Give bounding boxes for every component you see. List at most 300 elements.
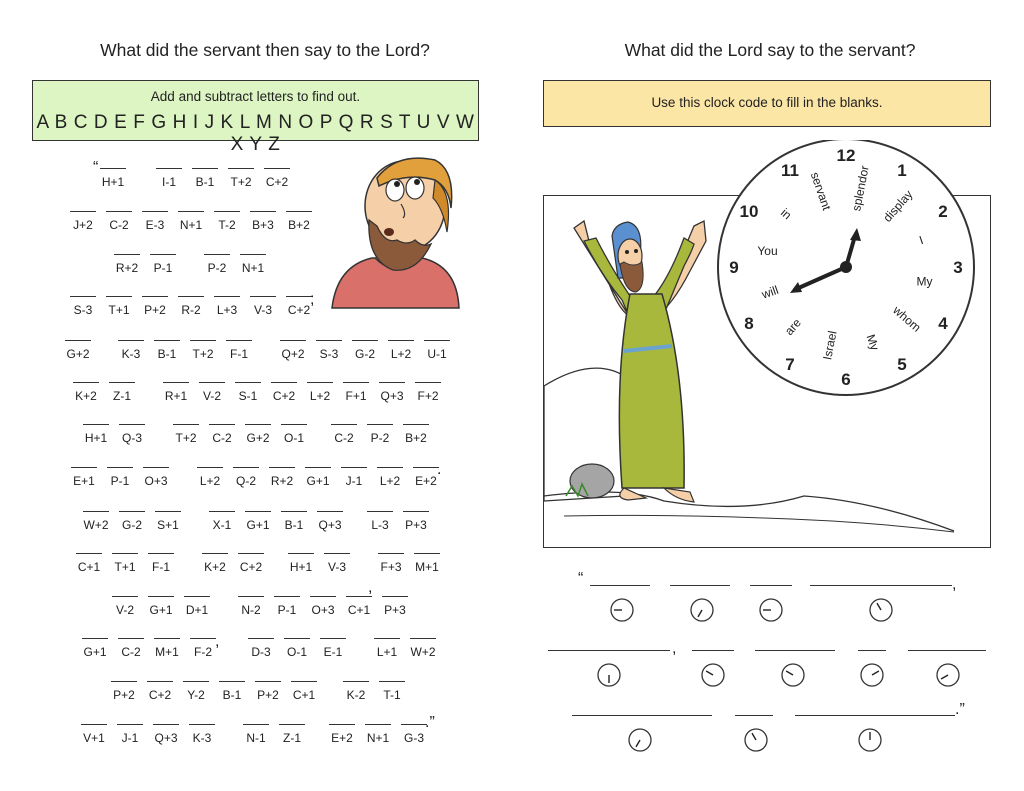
answer-blank-line[interactable] [795,715,955,716]
cipher-code: L+3 [216,303,238,317]
clock-word: splendor [849,164,872,213]
answer-blank[interactable] [118,638,144,639]
answer-blank[interactable] [331,424,357,425]
cipher-code: V-2 [202,389,221,403]
cipher-code: J-1 [121,731,139,745]
cipher-code: P+2 [113,688,135,702]
cipher-code: P-1 [277,603,297,617]
cipher-cell [413,382,443,403]
cipher-cell [386,340,416,361]
cipher-code: F+2 [417,389,439,403]
answer-blank[interactable] [235,382,261,383]
cipher-cell [217,681,247,702]
answer-blank[interactable] [367,511,393,512]
cipher-cell [161,382,191,403]
answer-blank[interactable] [240,254,266,255]
clock-word: servant [807,170,834,213]
cipher-cell [63,340,93,361]
cipher-cell [269,382,299,403]
answer-blank[interactable] [271,382,297,383]
cipher-code: P+3 [384,603,406,617]
answer-blank[interactable] [269,467,295,468]
cipher-code: C-2 [334,431,354,445]
clock-number: 1 [897,161,907,180]
answer-blank[interactable] [114,254,140,255]
cipher-cell [171,424,201,445]
cipher-cell [279,424,309,445]
cipher-code: B-1 [157,347,177,361]
answer-blank[interactable] [142,211,168,212]
answer-blank[interactable] [378,553,404,554]
answer-blank[interactable] [70,211,96,212]
cipher-cell [284,296,314,317]
answer-blank-line[interactable] [692,650,734,651]
cipher-cell [267,467,297,488]
cipher-code: C+2 [265,175,289,189]
answer-blank[interactable] [147,681,173,682]
clock-number: 5 [897,355,907,374]
answer-blank[interactable] [100,168,126,169]
answer-open-quote: “ [578,570,584,587]
answer-blank[interactable] [119,424,145,425]
answer-blank[interactable] [374,638,400,639]
cipher-code: L+2 [199,474,221,488]
answer-blank[interactable] [377,467,403,468]
cipher-code: P-1 [153,261,173,275]
answer-blank[interactable] [316,340,342,341]
answer-blank-line[interactable] [755,650,835,651]
cipher-cell [344,596,374,617]
answer-blank[interactable] [346,596,372,597]
cipher-cell [422,340,452,361]
answer-blank[interactable] [73,382,99,383]
answer-blank-line[interactable] [858,650,886,651]
period-mark: . [437,461,442,478]
cipher-cell [315,511,345,532]
clock-code-box [543,80,991,127]
answer-blank[interactable] [143,467,169,468]
cipher-code: N-2 [241,603,261,617]
answer-blank[interactable] [329,724,355,725]
clock-word: My [863,332,883,353]
clock-number: 4 [938,314,948,333]
cipher-cell [401,424,431,445]
answer-blank[interactable] [83,511,109,512]
comma-mark-2: , [215,633,220,650]
cipher-cell [241,724,271,745]
answer-blank[interactable] [233,467,259,468]
cipher-cell [110,596,140,617]
answer-blank[interactable] [156,168,182,169]
cipher-cell [322,553,352,574]
answer-blank[interactable] [324,553,350,554]
mini-clock-icon [700,662,726,688]
answer-blank[interactable] [112,553,138,554]
answer-blank[interactable] [82,638,108,639]
cipher-cell [116,340,146,361]
cipher-code: C+1 [77,560,101,574]
cipher-cell [286,553,316,574]
cipher-cell [365,424,395,445]
cipher-code: B+2 [405,431,427,445]
answer-blank[interactable] [248,638,274,639]
cipher-code: P+2 [144,303,166,317]
cipher-cell [140,211,170,232]
answer-blank[interactable] [264,168,290,169]
answer-blank[interactable] [106,211,132,212]
answer-blank[interactable] [190,638,216,639]
answer-blank[interactable] [238,553,264,554]
clock-word: You [757,243,778,258]
answer-blank[interactable] [379,681,405,682]
answer-blank[interactable] [155,511,181,512]
clock-word: in [778,205,795,223]
answer-blank[interactable] [199,382,225,383]
answer-blank[interactable] [382,596,408,597]
cipher-cell [314,340,344,361]
answer-blank[interactable] [148,596,174,597]
answer-blank[interactable] [280,340,306,341]
cipher-code: W+2 [83,518,109,532]
cipher-code: C-2 [109,218,129,232]
cipher-code: G-2 [121,518,142,532]
answer-blank[interactable] [119,511,145,512]
answer-blank[interactable] [173,424,199,425]
answer-blank[interactable] [388,340,414,341]
cipher-code: B-1 [222,688,242,702]
answer-blank[interactable] [367,424,393,425]
answer-blank[interactable] [286,211,312,212]
cipher-code: Q+2 [281,347,305,361]
answer-blank[interactable] [255,681,281,682]
cipher-code: W+2 [410,645,436,659]
clock-code [712,140,982,405]
cipher-code: J-1 [345,474,363,488]
cipher-cell [238,254,268,275]
cipher-cell [277,724,307,745]
cipher-code: C+2 [148,688,172,702]
cipher-code: O-1 [286,645,307,659]
answer-blank[interactable] [163,382,189,383]
answer-blank[interactable] [343,382,369,383]
cipher-cell [380,596,410,617]
cipher-code: F-1 [152,560,170,574]
answer-blank[interactable] [341,467,367,468]
answer-blank[interactable] [76,553,102,554]
cipher-code: D-3 [251,645,271,659]
cipher-cell [279,511,309,532]
cipher-cell [236,596,266,617]
answer-blank[interactable] [274,596,300,597]
answer-blank[interactable] [112,596,138,597]
cipher-code: K-2 [346,688,366,702]
cipher-code: E+2 [331,731,353,745]
answer-blank[interactable] [403,511,429,512]
answer-blank[interactable] [148,553,174,554]
cipher-cell [262,168,292,189]
cipher-cell [318,638,348,659]
answer-blank[interactable] [214,211,240,212]
cipher-cell [181,681,211,702]
cipher-code: S-1 [238,389,258,403]
answer-blank[interactable] [291,681,317,682]
right-page-title: What did the Lord say to the servant? [624,40,916,60]
answer-blank[interactable] [202,553,228,554]
answer-comma-2: , [672,640,677,657]
answer-blank[interactable] [414,553,440,554]
answer-blank[interactable] [184,596,210,597]
cipher-code: O+3 [311,603,335,617]
answer-blank[interactable] [219,681,245,682]
answer-blank[interactable] [106,296,132,297]
cipher-cell [140,296,170,317]
clock-number: 8 [744,314,754,333]
answer-blank[interactable] [142,296,168,297]
cipher-cell [224,340,254,361]
close-quote-mark: .” [425,714,435,731]
cipher-code: O+3 [144,474,168,488]
answer-blank[interactable] [197,467,223,468]
cipher-code: C+1 [347,603,371,617]
cipher-code: Y-2 [187,688,205,702]
cipher-code: Q+3 [380,389,404,403]
cipher-code: G-2 [354,347,375,361]
answer-blank[interactable] [401,724,427,725]
answer-blank[interactable] [284,638,310,639]
answer-blank-line[interactable] [670,585,730,586]
cipher-cell [116,638,146,659]
answer-blank[interactable] [286,296,312,297]
clock-word: display [880,187,916,225]
answer-blank[interactable] [320,638,346,639]
cipher-cell [401,511,431,532]
answer-blank[interactable] [424,340,450,341]
cipher-code: Z-1 [283,731,301,745]
cipher-code: C+2 [272,389,296,403]
cipher-cell [146,553,176,574]
cipher-code: P-1 [110,474,130,488]
answer-blank[interactable] [189,724,215,725]
mini-clock-icon [859,662,885,688]
mini-clock-icon [627,727,653,753]
cipher-cell [81,511,111,532]
cipher-code: R-2 [181,303,201,317]
cipher-cell [341,382,371,403]
cipher-cell [79,724,109,745]
cipher-code: B-1 [195,175,215,189]
cipher-code: L+2 [309,389,331,403]
answer-blank[interactable] [70,296,96,297]
cipher-cell [243,424,273,445]
answer-blank[interactable] [111,681,137,682]
cipher-cell [151,724,181,745]
cipher-code: P-2 [370,431,390,445]
cipher-code: V-2 [115,603,134,617]
cipher-cell [305,382,335,403]
cipher-cell [243,511,273,532]
cipher-cell [363,724,393,745]
answer-blank[interactable] [245,511,271,512]
answer-blank-line[interactable] [735,715,773,716]
cipher-cell [71,382,101,403]
cipher-code: S-3 [319,347,339,361]
answer-blank[interactable] [307,382,333,383]
cipher-cell [154,168,184,189]
cipher-code: G+1 [83,645,107,659]
cipher-code: T-1 [383,688,401,702]
answer-blank[interactable] [413,467,439,468]
answer-blank[interactable] [65,340,91,341]
cipher-code: S-3 [73,303,93,317]
answer-blank[interactable] [190,340,216,341]
answer-blank[interactable] [109,382,135,383]
cipher-cell [176,296,206,317]
answer-blank[interactable] [379,382,405,383]
answer-blank[interactable] [343,681,369,682]
answer-blank[interactable] [250,296,276,297]
cipher-cell [98,168,128,189]
cipher-cell [365,511,395,532]
answer-blank-line[interactable] [810,585,952,586]
answer-blank[interactable] [81,724,107,725]
cipher-cell [399,724,429,745]
cipher-cell [272,596,302,617]
answer-blank[interactable] [154,340,180,341]
cipher-code: H+1 [289,560,313,574]
cipher-code: K+2 [204,560,226,574]
cipher-cell [104,296,134,317]
answer-blank[interactable] [305,467,331,468]
cipher-cell [176,211,206,232]
answer-blank[interactable] [279,724,305,725]
cipher-cell [236,553,266,574]
cipher-code: F-2 [194,645,212,659]
cipher-cell [289,681,319,702]
answer-blank[interactable] [71,467,97,468]
answer-close-quote: .” [955,701,965,718]
clock-number: 6 [841,370,851,389]
answer-blank[interactable] [243,724,269,725]
cipher-cell [68,211,98,232]
cipher-cell [110,553,140,574]
cipher-code: C-2 [121,645,141,659]
cipher-cell [408,638,438,659]
cipher-code: N+1 [241,261,265,275]
cipher-code: T+1 [114,560,136,574]
cipher-cell [80,638,110,659]
cipher-code: C+2 [239,560,263,574]
cipher-code: R+1 [164,389,188,403]
cipher-code: T+2 [230,175,252,189]
answer-blank[interactable] [226,340,252,341]
cipher-code: G+2 [246,431,270,445]
cipher-cell [69,467,99,488]
cipher-code: G+1 [246,518,270,532]
cipher-cell [233,382,263,403]
mini-clock-icon [758,597,784,623]
answer-blank[interactable] [403,424,429,425]
answer-blank[interactable] [107,467,133,468]
answer-blank[interactable] [415,382,441,383]
cipher-code: V-3 [253,303,272,317]
cipher-code: S+1 [157,518,179,532]
clock-word: I [917,233,926,248]
clock-number: 9 [729,258,739,277]
cipher-cell [377,382,407,403]
mini-clock-icon [868,597,894,623]
answer-blank[interactable] [192,168,218,169]
answer-blank[interactable] [209,511,235,512]
answer-blank[interactable] [365,724,391,725]
clock-number: 10 [739,202,759,221]
mini-clock-icon [743,727,769,753]
cipher-cell [105,467,135,488]
clock-number: 2 [938,202,948,221]
cipher-code: L+1 [376,645,398,659]
cipher-code: G+1 [306,474,330,488]
cipher-code: B+2 [288,218,310,232]
cipher-code: M+1 [415,560,439,574]
clock-number: 7 [785,355,795,374]
answer-blank[interactable] [153,724,179,725]
answer-blank[interactable] [281,424,307,425]
cipher-code: Q+3 [154,731,178,745]
answer-blank-line[interactable] [548,650,670,651]
answer-blank[interactable] [150,254,176,255]
cipher-cell [202,254,232,275]
answer-blank[interactable] [117,724,143,725]
answer-blank[interactable] [352,340,378,341]
clock-code-instruction: Use this clock code to fill in the blanks. [651,95,883,110]
cipher-cell [282,638,312,659]
answer-blank[interactable] [310,596,336,597]
answer-blank[interactable] [281,511,307,512]
answer-blank-line[interactable] [572,715,712,716]
answer-blank-line[interactable] [750,585,792,586]
cipher-code: M+1 [155,645,179,659]
answer-blank[interactable] [214,296,240,297]
answer-blank[interactable] [178,211,204,212]
cipher-cell [284,211,314,232]
answer-blank[interactable] [183,681,209,682]
answer-blank[interactable] [238,596,264,597]
answer-blank[interactable] [228,168,254,169]
cipher-cell [212,296,242,317]
answer-blank[interactable] [178,296,204,297]
answer-blank[interactable] [83,424,109,425]
answer-blank[interactable] [410,638,436,639]
answer-blank[interactable] [209,424,235,425]
left-page-title: What did the servant then say to the Lord? [100,40,430,60]
answer-blank[interactable] [250,211,276,212]
answer-blank-line[interactable] [908,650,986,651]
answer-blank-line[interactable] [590,585,650,586]
cipher-code: G-3 [403,731,424,745]
answer-blank[interactable] [317,511,343,512]
answer-blank[interactable] [154,638,180,639]
cipher-cell [187,724,217,745]
cipher-cell [148,254,178,275]
cipher-code: P-2 [207,261,227,275]
cipher-cell [376,553,406,574]
answer-blank[interactable] [204,254,230,255]
answer-blank[interactable] [288,553,314,554]
cipher-code: E+1 [73,474,95,488]
cipher-code: E+2 [415,474,437,488]
cipher-cell [341,681,371,702]
answer-blank[interactable] [245,424,271,425]
answer-blank[interactable] [118,340,144,341]
